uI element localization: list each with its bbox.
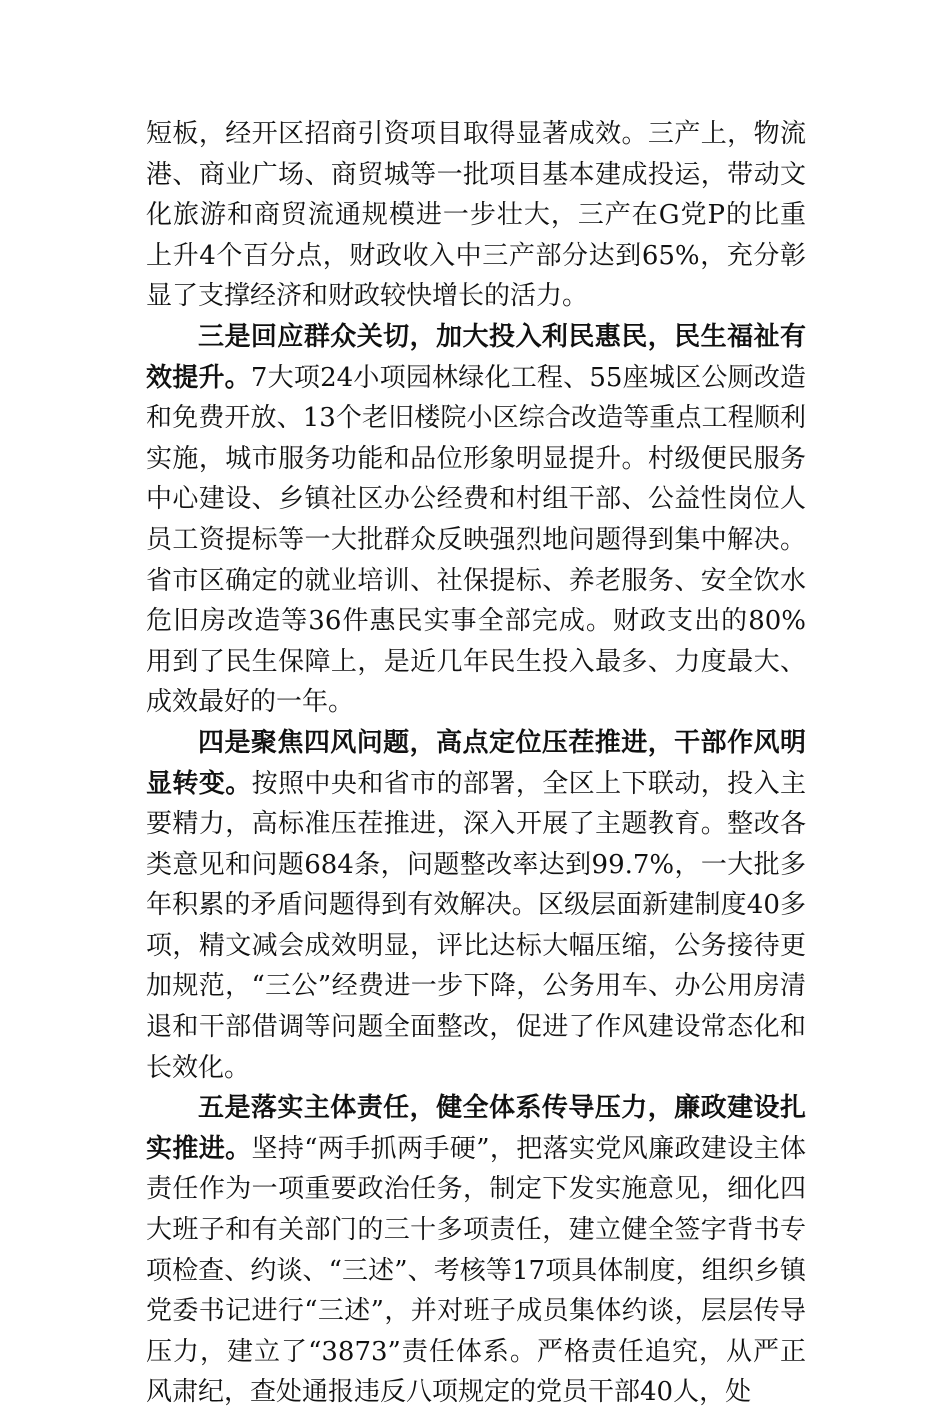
paragraph-integrity [146, 1088, 806, 1413]
paragraph-text: 按照中央和省市的部署，全区上下联动，投入主要精力，高标准压茬推进，深入开展了主题教育。整改各类意见和问题684条，问题整改率达到99.7%，一大批多年积累的矛盾问题得到有效解决。区级层面新建制度40多项，精文减会成效明显，评比达标大幅压缩，公务接待更加规范，“三公”经费进一步下降，公务用车、办公用房清退和干部借调等问题全面整改，促进了作风建设常态化和长效化。 [146, 768, 806, 1083]
paragraph-text: 短板，经开区招商引资项目取得显著成效。三产上，物流港、商业广场、商贸城等一批项目基本建成投运，带动文化旅游和商贸流通规模进一步壮大，三产在G党P的比重上升4个百分点，财政收入中三产部分达到65%，充分彰显了支撑经济和财政较快增长的活力。 [146, 119, 806, 312]
paragraph-livelihood [146, 317, 806, 723]
paragraph-text: 7大项24小项园林绿化工程、55座城区公厕改造和免费开放、13个老旧楼院小区综合改造等重点工程顺利实施，城市服务功能和品位形象明显提升。村级便民服务中心建设、乡镇社区办公经费和村组干部、公益性岗位人员工资提标等一大批群众反映强烈地问题得到集中解决。省市区确定的就业培训、社保提标、养老服务、安全饮水危旧房改造等36件惠民实事全部完成。财政支出的80%用到了民生保障上，是近几年民生投入最多、力度最大、成效最好的一年。 [146, 362, 806, 718]
paragraph-work-style [146, 723, 806, 1088]
paragraph-heading: 三是回应群众关切，加大投入利民惠民，民生福祉有效提升。 [146, 321, 806, 393]
paragraph-text: 坚持“两手抓两手硬”，把落实党风廉政建设主体责任作为一项重要政治任务，制定下发实施意见，细化四大班子和有关部门的三十多项责任，建立健全签字背书专项检查、约谈、“三述”、考核等17项具体制度，组织乡镇党委书记进行“三述”，并对班子成员集体约谈，层层传导压力，建立了“3873”责任体系。严格责任追究，从严正风肃纪，查处通报违反八项规定的党员干部40人，处 [146, 1133, 806, 1408]
paragraph-continuation [146, 114, 806, 317]
paragraph-heading: 四是聚焦四风问题，高点定位压茬推进，干部作风明显转变。 [146, 727, 806, 799]
document-body [146, 114, 806, 1413]
paragraph-heading: 五是落实主体责任，健全体系传导压力，廉政建设扎实推进。 [146, 1093, 806, 1164]
